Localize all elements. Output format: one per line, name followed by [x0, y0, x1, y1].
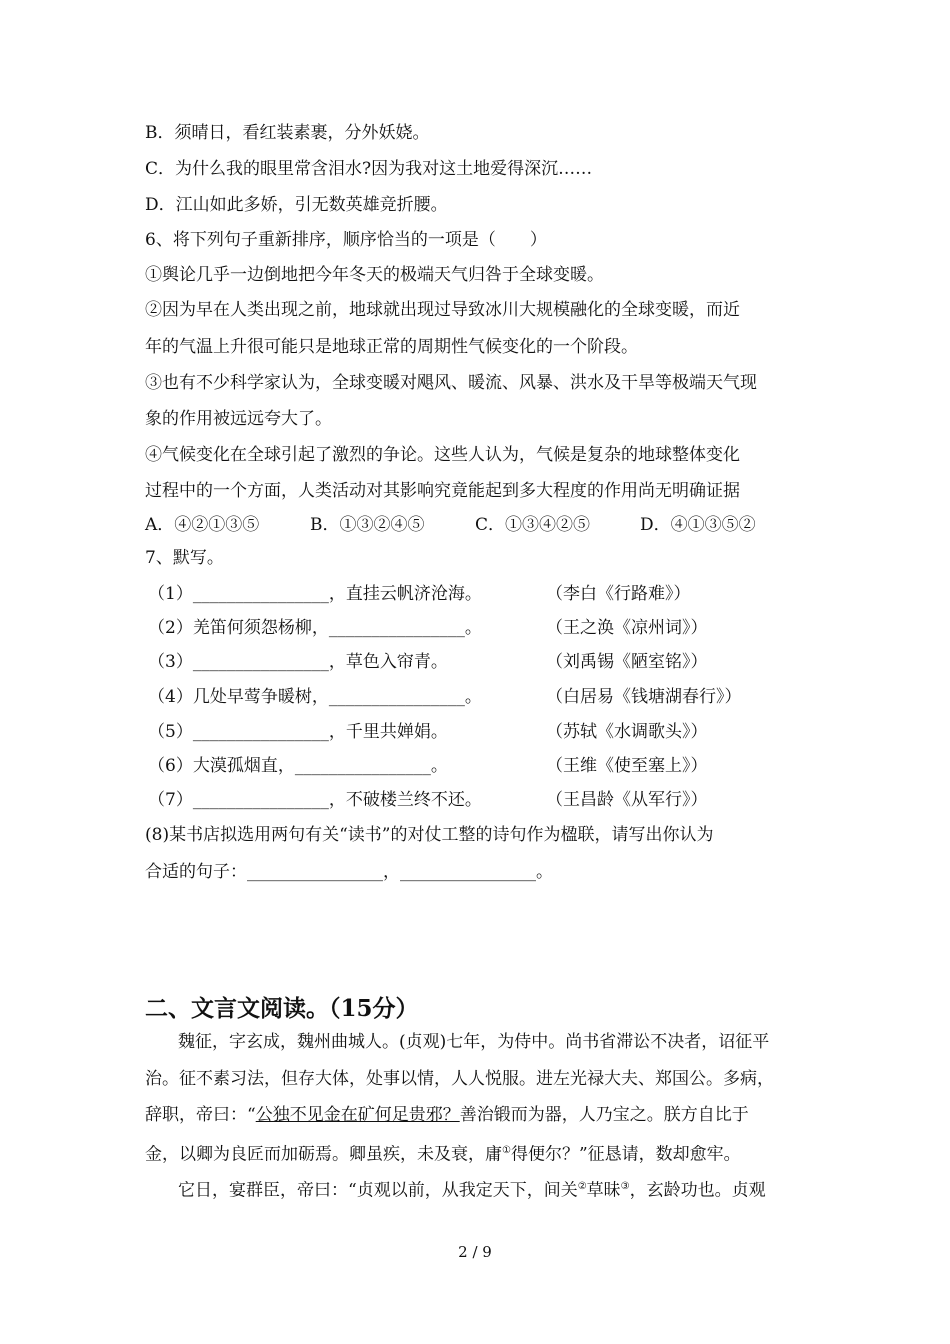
passage-line-5	[178, 1176, 766, 1202]
passage-text: 得便尔？”征恳请，数却愈牢。	[510, 1144, 741, 1165]
passage-text: 善治锻而为器，人乃宝之。朕方自比于	[459, 1105, 749, 1125]
sentence-1: ①舆论几乎一边倒地把今年冬天的极端天气归咎于全球变暖。	[145, 265, 604, 285]
dictation-text: （7）________________，不破楼兰终不还。	[148, 790, 482, 810]
underlined-sentence: 公独不见金在矿何足贵邪？	[255, 1105, 460, 1125]
dictation-source: （王维《使至塞上》）	[546, 756, 708, 776]
sentence-3-line1: ③也有不少科学家认为，全球变暖对飓风、暖流、风暴、洪水及干旱等极端天气现	[145, 373, 757, 393]
option-c: C．为什么我的眼里常含泪水?因为我对这土地爱得深沉……	[145, 159, 593, 179]
dictation-source: （苏轼《水调歌头》）	[546, 722, 708, 742]
sentence-4-line1: ④气候变化在全球引起了激烈的争论。这些人认为，气候是复杂的地球整体变化	[145, 445, 740, 465]
passage-text: 金，以卿为良匠而加砺焉。卿虽疾，未及衰，庸	[145, 1144, 502, 1165]
passage-text: 它日，宴群臣，帝曰：“贞观以前，从我定天下，间关	[178, 1180, 578, 1201]
passage-text: 草昧	[586, 1180, 621, 1201]
passage-line-2: 治。征不素习法，但存大体，处事以情，人人悦服。进左光禄大夫、郑国公。多病，	[145, 1069, 774, 1089]
dictation-source: （白居易《钱塘湖春行》）	[546, 687, 742, 707]
footnote-marker: ③	[620, 1181, 630, 1192]
page-number: 2 / 9	[458, 1243, 492, 1261]
option-6a: A．④②①③⑤	[145, 515, 260, 535]
option-6d: D．④①③⑤②	[640, 515, 756, 535]
dictation-source: （李白《行路难》）	[546, 584, 691, 604]
dictation-text: （6）大漠孤烟直，________________。	[148, 756, 448, 776]
dictation-text: （4）几处早莺争暖树，________________。	[148, 687, 482, 707]
sentence-2-line2: 年的气温上升很可能只是地球正常的周期性气候变化的一个阶段。	[145, 337, 638, 357]
dictation-text: （3）________________，草色入帘青。	[148, 652, 448, 672]
sentence-3-line2: 象的作用被远远夸大了。	[145, 409, 332, 429]
question-7-stem: 7、默写。	[145, 548, 224, 568]
dictation-text: （1）________________，直挂云帆济沧海。	[148, 584, 482, 604]
question-6-stem: 6、将下列句子重新排序，顺序恰当的一项是（ ）	[145, 230, 547, 250]
footnote-marker: ②	[577, 1181, 587, 1192]
passage-line-1: 魏征，字玄成，魏州曲城人。(贞观)七年，为侍中。尚书省滞讼不决者，诏征平	[178, 1032, 770, 1052]
passage-text: ，玄龄功也。贞观	[629, 1180, 766, 1201]
dictation-source: （刘禹锡《陋室铭》）	[546, 652, 708, 672]
sentence-2-line1: ②因为早在人类出现之前，地球就出现过导致冰川大规模融化的全球变暖，而近	[145, 300, 740, 320]
option-b: B．须晴日，看红装素裹，分外妖娆。	[145, 123, 430, 143]
passage-text: 辞职，帝曰：“	[145, 1105, 256, 1125]
passage-line-3	[145, 1104, 749, 1126]
option-d: D．江山如此多娇，引无数英雄竞折腰。	[145, 195, 448, 215]
dictation-item-8-line2: 合适的句子：________________，________________。	[145, 862, 553, 882]
option-6b: B．①③②④⑤	[310, 515, 425, 535]
dictation-item-8-line1: (8)某书店拟选用两句有关“读书”的对仗工整的诗句作为楹联，请写出你认为	[145, 825, 714, 845]
sentence-4-line2: 过程中的一个方面，人类活动对其影响究竟能起到多大程度的作用尚无明确证据	[145, 481, 740, 501]
option-6c: C．①③④②⑤	[475, 515, 591, 535]
passage-line-4	[145, 1140, 741, 1166]
section-heading: 二、文言文阅读。（15分）	[145, 995, 419, 1022]
dictation-source: （王昌龄《从军行》）	[546, 790, 708, 810]
dictation-source: （王之涣《凉州词》）	[546, 618, 708, 638]
dictation-text: （5）________________，千里共婵娟。	[148, 722, 448, 742]
dictation-text: （2）羌笛何须怨杨柳，________________。	[148, 618, 482, 638]
footnote-marker: ①	[502, 1145, 511, 1156]
